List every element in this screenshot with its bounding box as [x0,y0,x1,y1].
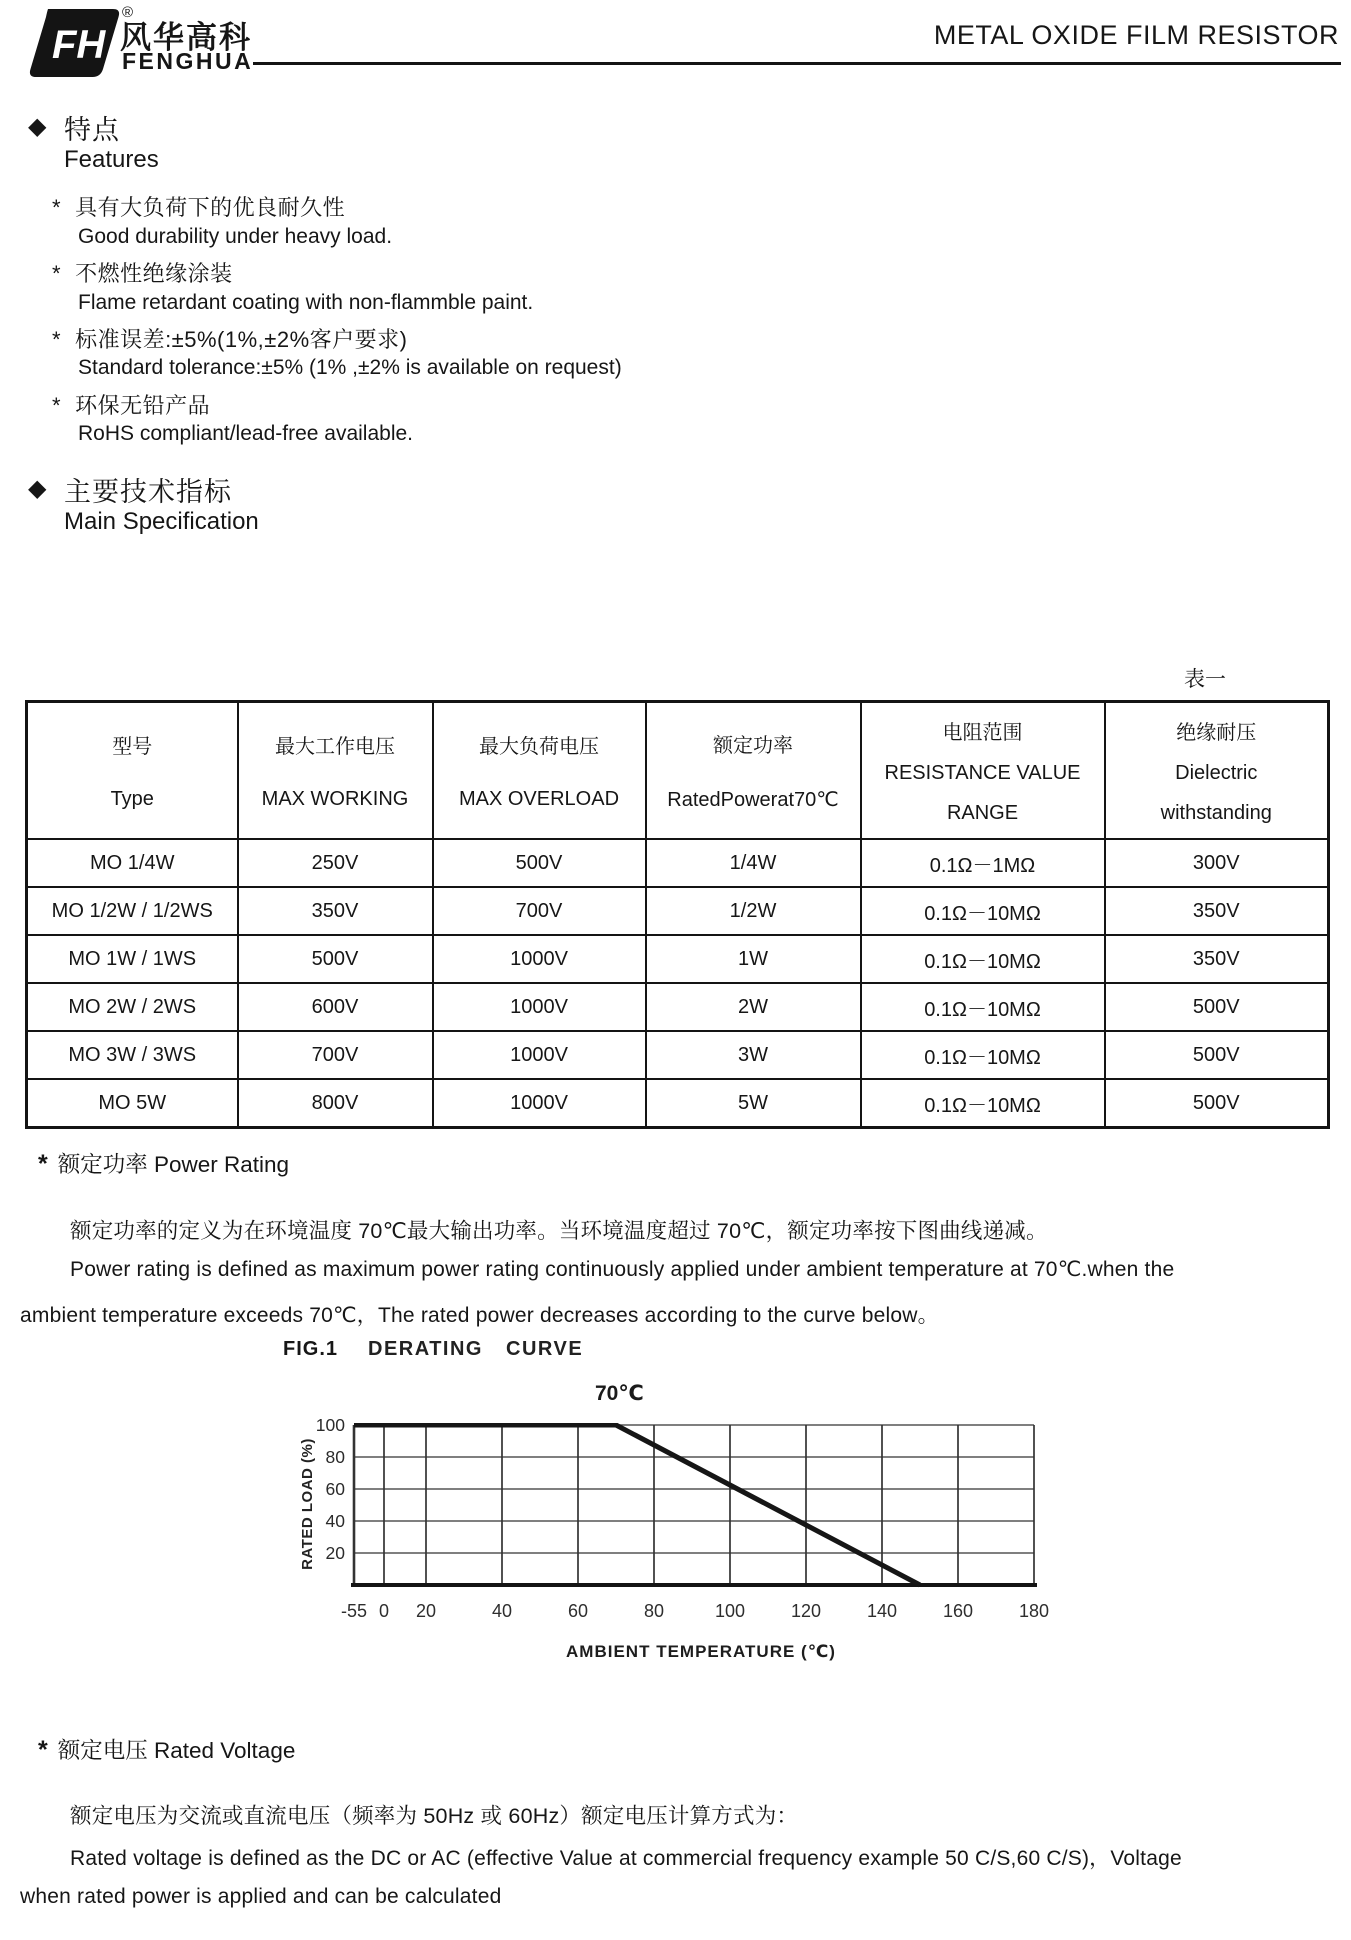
table-cell: 0.1Ω－10MΩ [861,935,1105,983]
logo-text-en: FENGHUA [122,48,254,74]
table-row [27,839,1329,887]
feature-item-cn: * 不燃性绝缘涂装 [52,261,233,286]
breakpoint-annotation: 70℃ [595,1382,644,1405]
figure-title: DERATING CURVE [368,1338,584,1360]
rated-voltage-paragraph-en-line1: Rated voltage is defined as the DC or AC (effective Value at commercial frequency example 50 C/S,60 C/S)，Voltage [70,1847,1182,1870]
figure-number: FIG.1 [283,1338,339,1360]
fenghua-logo-icon [28,8,120,83]
x-tick-label: 80 [643,1601,665,1621]
power-rating-paragraph-en-line2: ambient temperature exceeds 70℃，The rated power decreases according to the curve below。 [20,1304,939,1327]
x-tick-label: 40 [491,1601,513,1621]
figure-caption [283,1338,583,1361]
col-header-type: 型号 Type [27,702,238,840]
feature-item-en: Good durability under heavy load. [78,225,393,248]
table-cell: 1/2W [646,887,861,935]
table-cell: 1000V [433,1031,646,1079]
table-cell: 3W [646,1031,861,1079]
table-one-label: 表一 [1184,668,1226,691]
table-cell: 2W [646,983,861,1031]
table-cell: MO 3W / 3WS [27,1031,238,1079]
table-cell: 350V [1105,935,1329,983]
table-cell: MO 5W [27,1079,238,1128]
y-axis-ticks [293,1415,345,1593]
x-tick-label: 60 [567,1601,589,1621]
col-header-max-overload: 最大负荷电压 MAX OVERLOAD [433,702,646,840]
features-heading-en: Features [64,146,159,173]
table-row [27,1079,1329,1128]
x-tick-label: 160 [942,1601,974,1621]
rated-voltage-paragraph-cn: 额定电压为交流或直流电压（频率为 50Hz 或 60Hz）额定电压计算方式为： [70,1804,799,1828]
table-row [27,983,1329,1031]
x-tick-label: 100 [714,1601,746,1621]
table-cell: 350V [238,887,433,935]
y-tick-label: 100 [315,1415,345,1435]
table-cell: 250V [238,839,433,887]
spec-heading-en: Main Specification [64,508,259,535]
features-heading-cn: 特点 [64,115,120,145]
y-tick-label: 60 [325,1479,345,1499]
logo-text-cn: 风华高科 [120,20,252,55]
table-row [27,1031,1329,1079]
table-cell: 1W [646,935,861,983]
table-cell: 500V [238,935,433,983]
x-axis-label: AMBIENT TEMPERATURE (℃) [566,1642,836,1661]
x-tick-label: 180 [1018,1601,1050,1621]
table-cell: 700V [238,1031,433,1079]
y-axis-label: RATED LOAD (%) [299,1438,316,1570]
table-cell: MO 1W / 1WS [27,935,238,983]
header-rule [253,62,1341,65]
table-row [27,935,1329,983]
table-cell: 800V [238,1079,433,1128]
derating-chart [351,1423,1051,1596]
y-tick-label: 20 [325,1543,345,1563]
asterisk-bullet-icon: * [52,261,62,286]
table-cell: 500V [1105,983,1329,1031]
table-cell: 1000V [433,983,646,1031]
page-title: METAL OXIDE FILM RESISTOR [933,20,1339,50]
x-tick-label: 20 [415,1601,437,1621]
table-cell: 500V [1105,1031,1329,1079]
table-cell: 0.1Ω－10MΩ [861,887,1105,935]
x-tick-label: 120 [790,1601,822,1621]
feature-item-cn: * 环保无铅产品 [52,393,211,418]
x-tick-label: 140 [866,1601,898,1621]
table-cell: 0.1Ω－1MΩ [861,839,1105,887]
asterisk-bullet-icon: * [52,195,62,220]
rated-voltage-heading: * 额定电压 Rated Voltage [38,1736,296,1764]
table-cell: 500V [1105,1079,1329,1128]
diamond-bullet-icon: ◆ [28,475,47,502]
x-tick-label: 0 [378,1601,389,1621]
table-header-row [27,702,1329,840]
table-cell: 1/4W [646,839,861,887]
feature-item-cn: * 标准误差:±5%(1%,±2%客户要求) [52,327,408,352]
specification-table [25,700,1330,1129]
table-cell: MO 1/4W [27,839,238,887]
rated-voltage-paragraph-en-line2: when rated power is applied and can be calculated [20,1885,502,1908]
table-cell: 0.1Ω－10MΩ [861,983,1105,1031]
y-tick-label: 40 [325,1511,345,1531]
y-tick-label: 80 [325,1447,345,1467]
table-cell: 1000V [433,1079,646,1128]
table-cell: MO 1/2W / 1/2WS [27,887,238,935]
registered-trademark-icon: ® [122,4,134,21]
table-row [27,887,1329,935]
col-header-dielectric: 绝缘耐压 Dielectric withstanding [1105,702,1329,840]
table-cell: 300V [1105,839,1329,887]
table-cell: 500V [433,839,646,887]
asterisk-bullet-icon: * [38,1736,48,1764]
asterisk-bullet-icon: * [52,327,62,352]
table-cell: 350V [1105,887,1329,935]
feature-item-en: Flame retardant coating with non-flammble paint. [78,291,534,314]
asterisk-bullet-icon: * [52,393,62,418]
feature-item-en: Standard tolerance:±5% (1% ,±2% is available on request) [78,356,622,379]
table-cell: 0.1Ω－10MΩ [861,1079,1105,1128]
col-header-rated-power: 额定功率 RatedPowerat70℃ [646,702,861,840]
table-cell: 600V [238,983,433,1031]
diamond-bullet-icon: ◆ [28,113,47,140]
table-cell: 1000V [433,935,646,983]
table-cell: 700V [433,887,646,935]
feature-item-cn: * 具有大负荷下的优良耐久性 [52,195,346,220]
spec-heading-cn: 主要技术指标 [64,477,232,507]
table-cell: MO 2W / 2WS [27,983,238,1031]
x-tick-label: -55 [340,1601,367,1621]
table-cell: 5W [646,1079,861,1128]
power-rating-paragraph-en-line1: Power rating is defined as maximum power rating continuously applied under ambient temperature at 70℃.when the [70,1258,1175,1281]
x-axis-ticks [340,1601,1051,1627]
derating-curve-line [354,1425,920,1585]
table-cell: 0.1Ω－10MΩ [861,1031,1105,1079]
col-header-resistance-range: 电阻范围 RESISTANCE VALUE RANGE [861,702,1105,840]
asterisk-bullet-icon: * [38,1150,48,1178]
feature-item-en: RoHS compliant/lead-free available. [78,422,414,445]
col-header-max-working: 最大工作电压 MAX WORKING [238,702,433,840]
svg-text:FH: FH [52,23,106,67]
power-rating-heading: * 额定功率 Power Rating [38,1150,290,1178]
power-rating-paragraph-cn: 额定功率的定义为在环境温度 70℃最大输出功率。当环境温度超过 70℃，额定功率按下图曲线递减。 [70,1219,1048,1243]
